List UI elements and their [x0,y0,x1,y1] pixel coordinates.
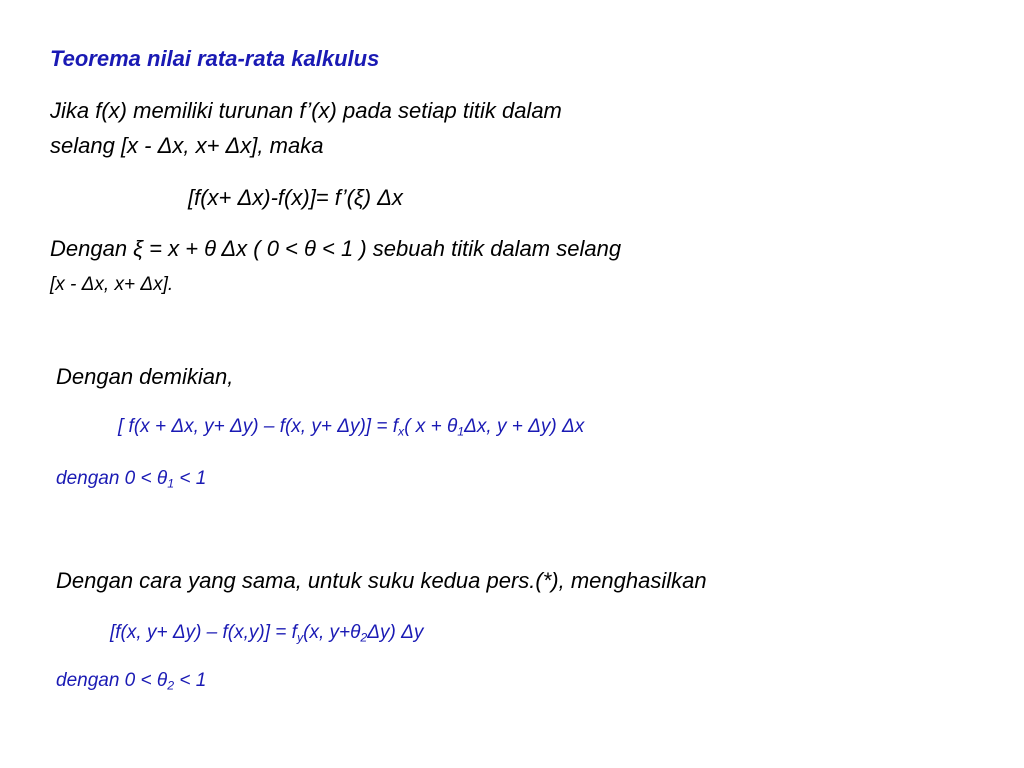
formula-fx-theta-subscript: 1 [457,424,465,439]
formula-fy-theta-subscript: 2 [360,630,368,645]
formula-fx-mid: ( x + θ [404,416,458,437]
formula-fy-mid: (x, y+θ [303,622,361,643]
intro-text-line-1: Jika f(x) memiliki turunan f’(x) pada setiap titik dalam [50,98,562,123]
formula-fx-lhs: [ f(x + Δx, y+ Δy) – f(x, y+ Δy)] = f [118,416,399,437]
theta2-condition-post: < 1 [174,670,207,691]
theta2-subscript: 2 [167,678,175,693]
theta1-condition-pre: dengan 0 < θ [56,468,168,489]
theta1-subscript: 1 [167,476,175,491]
formula-fx-subscript: x [398,424,405,439]
partial-y-formula [110,622,423,644]
xi-definition-line-1: Dengan ξ = x + θ Δx ( 0 < θ < 1 ) sebuah titik dalam selang [50,236,622,261]
theta1-condition [56,468,206,490]
xi-definition-line-2: [x - Δx, x+ Δx]. [50,274,174,295]
slide-title: Teorema nilai rata-rata kalkulus [50,46,380,71]
intro-text-line-2: selang [x - Δx, x+ Δx], maka [50,133,324,158]
consequence-heading: Dengan demikian, [56,364,234,389]
theta1-condition-post: < 1 [174,468,207,489]
partial-x-formula [118,416,584,438]
theta2-condition [56,670,206,692]
formula-fx-rhs: Δx, y + Δy) Δx [464,416,585,437]
theta2-condition-pre: dengan 0 < θ [56,670,168,691]
mean-value-formula: [f(x+ Δx)-f(x)]= f’(ξ) Δx [188,185,403,210]
formula-fy-rhs: Δy) Δy [367,622,424,643]
formula-fy-subscript: y [296,630,304,645]
formula-fy-lhs: [f(x, y+ Δy) – f(x,y)] = f [110,622,297,643]
second-term-heading: Dengan cara yang sama, untuk suku kedua pers.(*), menghasilkan [56,568,707,593]
